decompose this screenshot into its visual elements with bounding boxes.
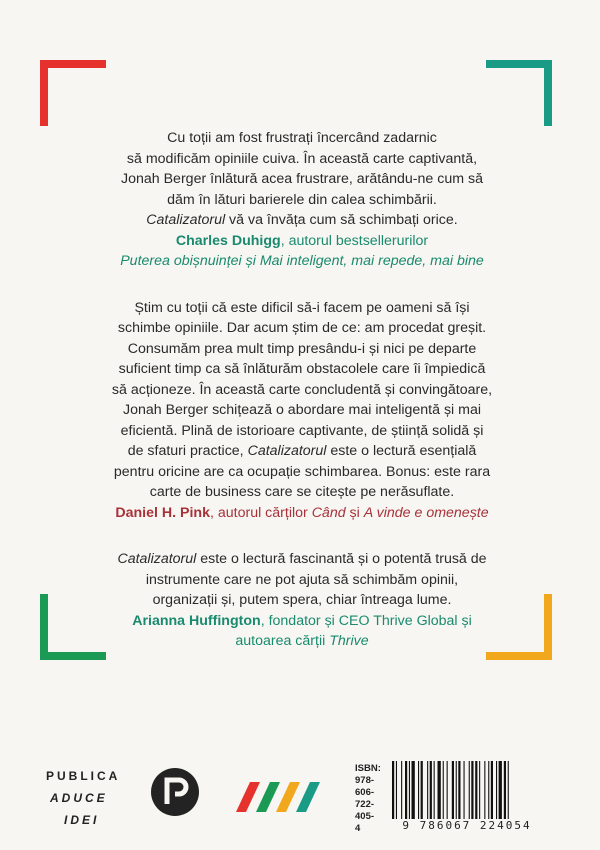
corner-bracket-top-left (40, 60, 110, 130)
publica-p-logo-icon (150, 767, 200, 817)
text-line: dăm în lături barierele din calea schimbării. (167, 191, 437, 208)
endorsement-author-line2 (92, 631, 512, 652)
author-role: autoarea cărții (235, 633, 330, 649)
text-line: Cu toții am fost frustrați încercând zadarnic (167, 130, 437, 146)
text-fragment: este o lectură esențială (326, 443, 477, 459)
isbn-part: 722- (355, 799, 375, 810)
text-fragment: vă va învăța cum să schimbați orice. (225, 212, 458, 228)
author-name: Arianna Huffington (132, 612, 261, 629)
slogan-line: PUBLICA (46, 769, 121, 783)
text-line: instrumente care ne pot ajuta să schimbăm opinii, (145, 571, 459, 588)
text-line: Jonah Berger schițează o abordare mai inteligentă și mai (122, 402, 482, 418)
book-title: Thrive (329, 633, 369, 649)
publisher-slogan (46, 765, 120, 831)
text-line: Jonah Berger înlătură acea frustrare, arătându-ne cum să (121, 171, 483, 187)
isbn-label (355, 763, 381, 835)
endorsement-text (92, 549, 512, 611)
book-title: Catalizatorul (117, 551, 197, 567)
isbn-title: ISBN: (355, 763, 381, 774)
text-line: să acționeze. În această carte concludentă și convingătoare, (111, 381, 493, 398)
barcode-number: 9 786067 224054 (402, 819, 532, 832)
isbn-part: 4 (355, 823, 361, 834)
endorsement-author (92, 503, 512, 524)
author-books: Puterea obișnuinței și Mai inteligent, mai repede, mai bine (120, 253, 484, 269)
text-line: să modificăm opiniile cuiva. În această carte captivantă, (126, 150, 478, 167)
endorsement-author (92, 231, 512, 252)
book-title: Catalizatorul (247, 443, 327, 459)
text-line (92, 441, 512, 462)
text-line: suficient timp ca să înlăturăm obstacolele care îi împiedică (118, 361, 486, 377)
author-role: , autorul cărților (209, 504, 312, 521)
book-title: Catalizatorul (146, 212, 226, 228)
colored-stripes-logo-icon (236, 782, 326, 812)
text-line (92, 210, 512, 231)
text-line: organizații și, putem spera, chiar întreaga lume. (152, 592, 452, 608)
text-line: carte de business care se citește pe nerăsuflate. (149, 484, 455, 500)
book-title: Când (311, 504, 346, 521)
isbn-part: 405- (355, 811, 375, 822)
isbn-part: 978- (355, 775, 375, 786)
endorsement-huffington (92, 549, 512, 652)
text-line: eficientă. Plină de istorioare captivante, de știință solidă și (120, 422, 484, 439)
endorsement-author (92, 611, 512, 632)
barcode (390, 761, 550, 823)
author-role: , autorul bestsellerurilor (280, 232, 429, 249)
endorsement-text (92, 298, 512, 503)
endorsements (92, 128, 512, 670)
author-role: , fondator și CEO Thrive Global și (260, 612, 472, 629)
text-line: Consumăm prea mult timp presându-i și nici pe departe (127, 340, 477, 357)
text-line: Știm cu toții că este dificil să-i facem pe oameni să își (134, 299, 470, 316)
book-title: A vinde e omenește (363, 504, 489, 521)
slogan-line: ADUCE (50, 791, 108, 805)
isbn-part: 606- (355, 787, 375, 798)
endorsement-text (92, 128, 512, 231)
text-line: pentru oricine are ca ocupație schimbarea. Bonus: este rara (113, 463, 491, 480)
endorsement-duhigg (92, 128, 512, 272)
author-name: Daniel H. Pink (115, 504, 210, 521)
text-line (92, 549, 512, 570)
back-cover-footer (0, 755, 600, 835)
text-line: schimbe opiniile. Dar acum știm de ce: am procedat greșit. (117, 320, 487, 336)
corner-bracket-top-right (482, 60, 552, 130)
text-fragment: de sfaturi practice, (127, 443, 244, 459)
author-name: Charles Duhigg (175, 232, 281, 249)
slogan-line: IDEI (64, 813, 100, 827)
endorsement-pink (92, 298, 512, 524)
text-fragment: este o lectură fascinantă și o potentă trusă de (196, 551, 487, 567)
author-role: și (345, 504, 364, 521)
